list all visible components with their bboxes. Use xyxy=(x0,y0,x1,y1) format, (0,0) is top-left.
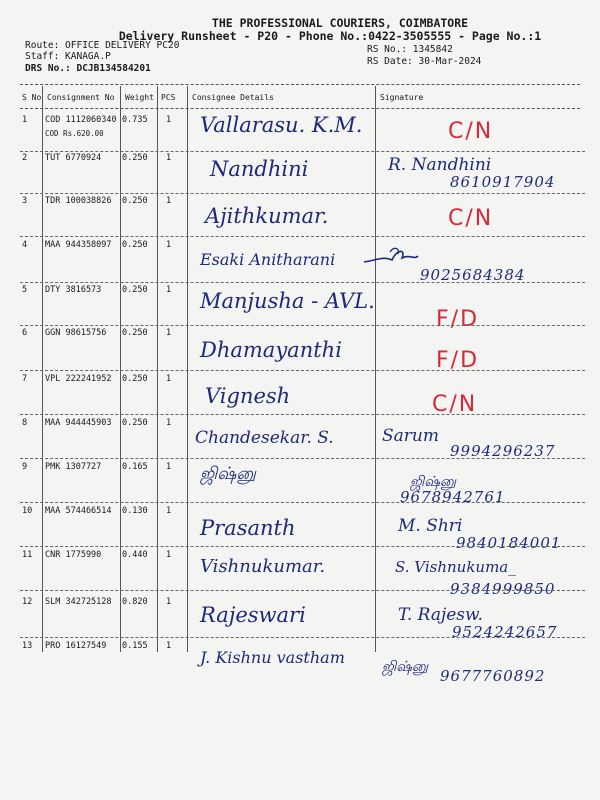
row-pcs: 1 xyxy=(166,418,172,428)
row-divider xyxy=(20,193,585,194)
row-weight: 0.165 xyxy=(122,462,148,472)
row-consignee: ஜிஷ்னு xyxy=(200,464,257,484)
row-signature: S. Vishnukuma_ xyxy=(395,558,516,576)
col-divider xyxy=(157,86,158,652)
row-pcs: 1 xyxy=(166,328,172,338)
row-cod-amount: COD Rs.620.00 xyxy=(45,129,104,138)
row-consignment: PRO 16127549 xyxy=(45,641,107,651)
row-sno: 8 xyxy=(22,418,28,428)
row-weight: 0.130 xyxy=(122,506,148,516)
row-weight: 0.250 xyxy=(122,196,148,206)
row-signature: ஜிஷ்னு xyxy=(382,659,429,675)
row-consignment: MAA 574466514 xyxy=(45,506,112,516)
col-header-consignee: Consignee Details xyxy=(192,93,274,102)
company-title: THE PROFESSIONAL COURIERS, COIMBATORE xyxy=(211,16,469,30)
row-divider xyxy=(20,590,585,591)
row-pcs: 1 xyxy=(166,462,172,472)
row-consignee: Prasanth xyxy=(200,516,296,540)
row-sno: 10 xyxy=(22,506,33,516)
row-consignment: PMK 1307727 xyxy=(45,462,102,472)
row-pcs: 1 xyxy=(166,550,172,560)
row-divider xyxy=(20,151,585,152)
col-divider xyxy=(42,86,43,652)
col-header-sno: S No xyxy=(22,93,42,102)
row-pcs: 1 xyxy=(166,153,172,163)
row-consignee: Dhamayanthi xyxy=(200,338,342,362)
row-signature: F/D xyxy=(436,348,480,373)
row-sno: 2 xyxy=(22,153,28,163)
row-sno: 6 xyxy=(22,328,28,338)
row-weight: 0.250 xyxy=(122,153,148,163)
col-divider xyxy=(120,86,121,652)
row-signature: C/N xyxy=(448,119,494,144)
row-phone: 9678942761 xyxy=(400,488,506,506)
row-sno: 5 xyxy=(22,285,28,295)
row-sno: 12 xyxy=(22,597,33,607)
row-signature: C/N xyxy=(448,206,494,231)
row-consignee: Ajithkumar. xyxy=(205,204,329,228)
rs-date: RS Date: 30-Mar-2024 xyxy=(367,56,482,67)
row-consignment: TUT 6770924 xyxy=(45,153,102,163)
row-pcs: 1 xyxy=(166,597,172,607)
row-signature: R. Nandhini xyxy=(388,155,492,175)
row-phone: 9384999850 xyxy=(450,580,556,598)
row-signature: ஜிஷ்னு xyxy=(410,474,457,490)
col-divider xyxy=(375,86,376,652)
row-weight: 0.250 xyxy=(122,418,148,428)
row-signature: C/N xyxy=(432,392,478,417)
row-weight: 0.820 xyxy=(122,597,148,607)
row-weight: 0.155 xyxy=(122,641,148,651)
row-phone: 9025684384 xyxy=(420,266,526,284)
row-divider xyxy=(20,502,585,503)
row-weight: 0.250 xyxy=(122,240,148,250)
row-phone: 9994296237 xyxy=(450,442,556,460)
runsheet-title: Delivery Runsheet - P20 - Phone No.:0422-3505555 - Page No.:1 xyxy=(118,29,542,43)
row-divider xyxy=(20,546,585,547)
row-signature: F/D xyxy=(436,307,480,332)
col-header-weight: Weight xyxy=(125,93,154,102)
row-divider xyxy=(20,637,585,638)
row-pcs: 1 xyxy=(166,506,172,516)
rs-number: RS No.: 1345842 xyxy=(367,44,453,55)
row-divider xyxy=(20,414,585,415)
row-pcs: 1 xyxy=(166,374,172,384)
row-signature: T. Rajesw. xyxy=(398,605,483,625)
row-signature: M. Shri xyxy=(398,516,463,536)
row-pcs: 1 xyxy=(166,115,172,125)
row-sno: 9 xyxy=(22,462,28,472)
staff-label: Staff: KANAGA.P xyxy=(25,51,111,62)
row-consignment: MAA 944445903 xyxy=(45,418,112,428)
row-consignee: J. Kishnu vastham xyxy=(200,648,345,667)
row-consignment: MAA 944358097 xyxy=(45,240,112,250)
row-consignment: CNR 1775990 xyxy=(45,550,102,560)
row-divider xyxy=(20,325,585,326)
header-bottom-rule xyxy=(20,108,580,109)
row-pcs: 1 xyxy=(166,285,172,295)
row-sno: 11 xyxy=(22,550,33,560)
row-phone: 9677760892 xyxy=(440,667,546,685)
row-consignee: Chandesekar. S. xyxy=(195,428,334,448)
row-phone: 8610917904 xyxy=(450,173,556,191)
row-phone: 9840184001 xyxy=(456,534,562,552)
row-consignee: Nandhini xyxy=(210,157,309,181)
row-pcs: 1 xyxy=(166,196,172,206)
drs-number: DRS No.: DCJB134584201 xyxy=(25,63,151,74)
row-consignee: Vignesh xyxy=(205,384,291,408)
row-consignee: Vishnukumar. xyxy=(200,556,326,577)
row-consignee: Manjusha - AVL. xyxy=(200,289,375,313)
col-header-pcs: PCS xyxy=(161,93,176,102)
row-divider xyxy=(20,236,585,237)
row-consignment: COD 1112060340 xyxy=(45,115,117,125)
row-pcs: 1 xyxy=(166,240,172,250)
row-divider xyxy=(20,282,585,283)
row-consignment: GGN 98615756 xyxy=(45,328,107,338)
row-consignee: Vallarasu. K.M. xyxy=(200,113,363,137)
signature-scribble xyxy=(362,242,420,270)
row-sno: 13 xyxy=(22,641,33,651)
row-sno: 4 xyxy=(22,240,28,250)
col-header-consignment: Consignment No xyxy=(47,93,115,102)
row-weight: 0.250 xyxy=(122,285,148,295)
route-label: Route: OFFICE DELIVERY PC20 xyxy=(25,40,180,51)
row-consignee: Esaki Anitharani xyxy=(200,250,336,269)
row-weight: 0.250 xyxy=(122,328,148,338)
col-divider xyxy=(187,86,188,652)
row-weight: 0.440 xyxy=(122,550,148,560)
col-header-signature: Signature xyxy=(380,93,424,102)
row-consignment: TDR 100038826 xyxy=(45,196,112,206)
header-top-rule xyxy=(20,84,580,85)
row-pcs: 1 xyxy=(166,641,172,651)
row-consignment: VPL 222241952 xyxy=(45,374,112,384)
row-consignment: DTY 3816573 xyxy=(45,285,102,295)
row-weight: 0.250 xyxy=(122,374,148,384)
row-phone: 9524242657 xyxy=(452,623,558,641)
row-sno: 1 xyxy=(22,115,28,125)
row-divider xyxy=(20,370,585,371)
row-divider xyxy=(20,458,585,459)
row-sno: 3 xyxy=(22,196,28,206)
row-consignment: SLM 342725128 xyxy=(45,597,112,607)
row-weight: 0.735 xyxy=(122,115,148,125)
row-signature: Sarum xyxy=(382,426,439,446)
row-sno: 7 xyxy=(22,374,28,384)
row-consignee: Rajeswari xyxy=(200,603,306,627)
